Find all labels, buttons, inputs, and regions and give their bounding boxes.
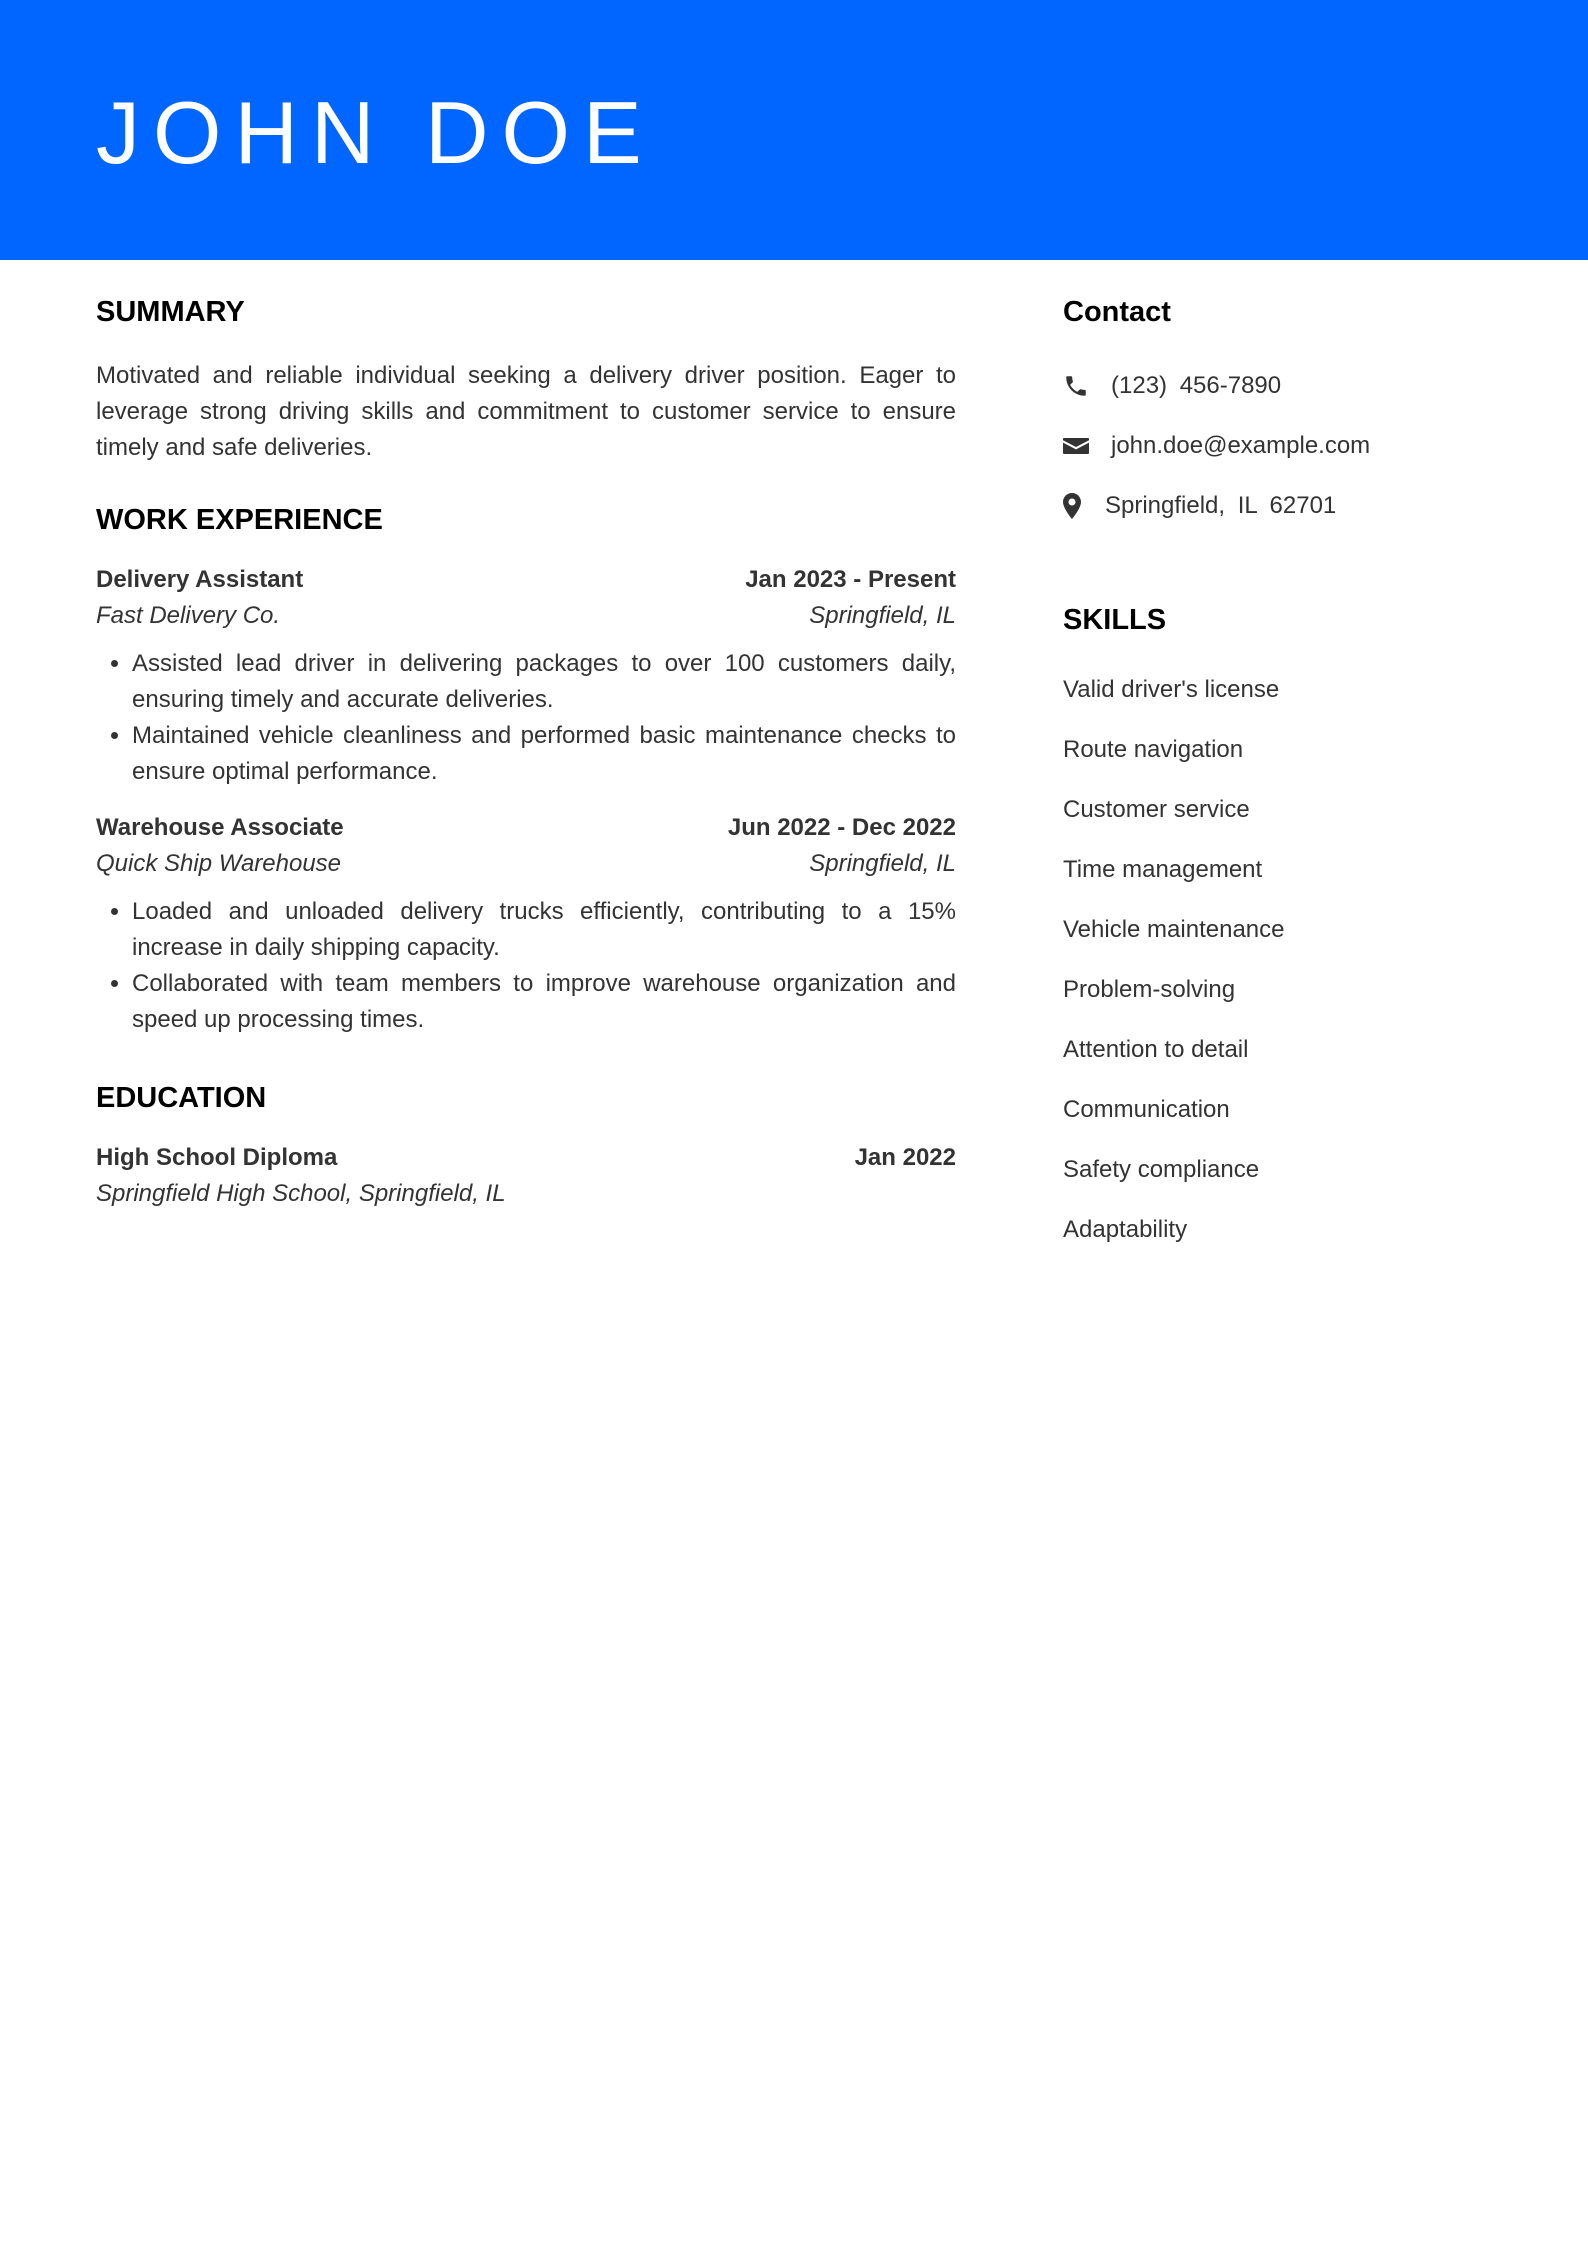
job-dates: Jan 2023 - Present [745,566,956,593]
main-column [96,288,956,1212]
skill-item: Time management [1063,856,1263,883]
contact-list [1063,356,1493,536]
phone-icon [1063,372,1091,400]
education-school: Springfield High School, Springfield, IL [96,1180,506,1207]
summary-heading: SUMMARY [96,296,245,328]
skill-item: Problem-solving [1063,976,1236,1003]
job-bullet: • Maintained vehicle cleanliness and performed basic maintenance checks to ensure optimal performance. [132,718,956,790]
skill-item: Vehicle maintenance [1063,916,1285,943]
contact-address-text: Springfield, IL 62701 [1105,492,1337,519]
job-bullets [96,646,956,790]
job-bullets [96,894,956,1038]
skill-item: Route navigation [1063,736,1244,763]
job-entry [96,562,956,790]
work-experience-heading: WORK EXPERIENCE [96,504,383,536]
map-marker-icon [1063,492,1087,520]
skill-item: Communication [1063,1096,1230,1123]
job-bullet: • Assisted lead driver in delivering packages to over 100 customers daily, ensuring timely and accurate deliveries. [132,646,956,718]
skill-item: Safety compliance [1063,1156,1260,1183]
job-entry [96,810,956,1038]
job-dates: Jun 2022 - Dec 2022 [727,814,956,841]
skill-item: Customer service [1063,796,1250,823]
contact-phone [1063,356,1493,416]
contact-heading: Contact [1063,296,1171,328]
contact-address [1063,476,1493,536]
education-heading: EDUCATION [96,1082,267,1114]
contact-email [1063,416,1493,476]
job-location: Springfield, IL [809,850,956,877]
skills-heading: SKILLS [1063,604,1167,636]
skills-list [1063,660,1493,1260]
contact-phone-text: (123) 456-7890 [1111,372,1282,399]
job-company: Fast Delivery Co. [96,602,281,629]
skill-item: Valid driver's license [1063,676,1280,703]
job-location: Springfield, IL [809,602,956,629]
job-role: Warehouse Associate [96,814,344,841]
job-bullet: • Loaded and unloaded delivery trucks efficiently, contributing to a 15% increase in daily shipping capacity. [132,894,956,966]
summary-text: Motivated and reliable individual seeking a delivery driver position. Eager to leverage strong driving skills and commitment to customer service to ensure timely and safe deliveries. [96,362,956,461]
skill-item: Adaptability [1063,1216,1188,1243]
contact-email-text: john.doe@example.com [1111,432,1371,459]
job-role: Delivery Assistant [96,566,304,593]
education-degree: High School Diploma [96,1144,338,1171]
sidebar-column [1063,288,1493,1260]
candidate-name: JOHN DOE [96,83,655,182]
education-date: Jan 2022 [854,1144,956,1171]
skill-item: Attention to detail [1063,1036,1249,1063]
envelope-icon [1063,432,1091,460]
job-company: Quick Ship Warehouse [96,850,342,877]
education-entry [96,1140,956,1212]
job-bullet: • Collaborated with team members to improve warehouse organization and speed up processing times. [132,966,956,1038]
header-banner [0,0,1588,260]
